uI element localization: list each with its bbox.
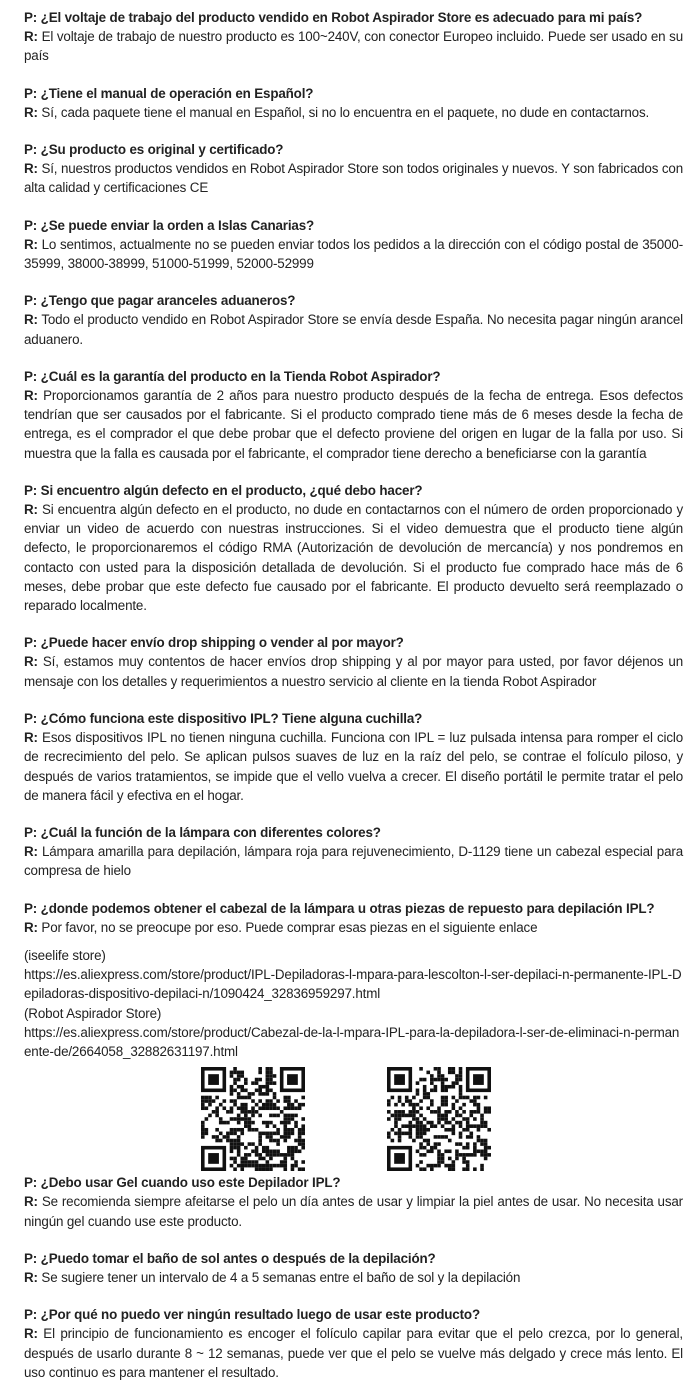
answer-prefix: R: [24, 104, 38, 120]
faq-answer [24, 652, 683, 690]
faq-answer [24, 500, 683, 615]
faq-answer [24, 1324, 683, 1382]
answer-text: Por favor, no se preocupe por eso. Puede comprar esas piezas en el siguiente enlace [41, 919, 538, 935]
answer-text: Lo sentimos, actualmente no se pueden enviar todos los pedidos a la dirección con el código postal de 35000-35999, 38000-38999, 51000-51999, 52000-52999 [24, 236, 684, 272]
faq-question: P: ¿Se puede enviar la orden a Islas Canarias? [24, 217, 315, 233]
faq-answer [24, 103, 683, 122]
faq-answer [24, 386, 683, 463]
store2-link[interactable]: https://es.aliexpress.com/store/product/Cabezal-de-la-l-mpara-IPL-para-la-depiladora-l-ser-de-eliminaci-n-permanente-de/2664058_32882631197.html [24, 1024, 680, 1059]
faq-question: P: ¿donde podemos obtener el cabezal de la lámpara u otras piezas de repuesto para depilación IPL? [24, 900, 655, 916]
faq-answer [24, 310, 683, 348]
faq-question: P: ¿Cuál es la garantía del producto en la Tienda Robot Aspirador? [24, 368, 441, 384]
faq-answer [24, 235, 683, 273]
answer-text: Todo el producto vendido en Robot Aspirador Store se envía desde España. No necesita pagar ningún arancel aduanero. [24, 312, 683, 347]
faq-question: P: ¿Puedo tomar el baño de sol antes o después de la depilación? [24, 1250, 436, 1266]
answer-prefix: R: [24, 1326, 38, 1342]
store1-link[interactable]: https://es.aliexpress.com/store/product/IPL-Depiladoras-l-mpara-para-lescolton-l-ser-depilaci-n-permanente-IPL-Depiladoras-dispositivo-depilaci-n/1090424_32836959297.html [24, 967, 682, 1002]
faq-question: P: ¿El voltaje de trabajo del producto vendido en Robot Aspirador Store es adecuado para mi país? [24, 10, 643, 25]
answer-prefix: R: [24, 919, 38, 935]
answer-text: Se sugiere tener un intervalo de 4 a 5 semanas entre el baño de sol y la depilación [41, 1269, 521, 1285]
answer-prefix: R: [24, 1269, 38, 1285]
faq-answer [24, 1268, 683, 1287]
faq-question: P: ¿Puede hacer envío drop shipping o vender al por mayor? [24, 635, 404, 651]
answer-prefix: R: [24, 844, 38, 860]
faq-answer [24, 728, 683, 805]
answer-text: El principio de funcionamiento es encoger el folículo capilar para evitar que el pelo crezca, por lo general, después de usarlo durante 8 ~ 12 semanas, puede ver que el pelo se vuelve más delgado y crece más lento. El uso continuo es para mantener el resultado. [24, 1326, 683, 1380]
answer-prefix: R: [24, 730, 38, 746]
faq-item [24, 1249, 683, 1287]
faq-item [24, 899, 683, 937]
qr-code-store1 [201, 1067, 305, 1171]
store2-label: (Robot Aspirador Store) [24, 1005, 162, 1021]
faq-item [24, 367, 683, 463]
faq-item [24, 291, 683, 349]
faq-question: P: ¿Tiene el manual de operación en Español? [24, 85, 314, 101]
answer-text: Se recomienda siempre afeitarse el pelo un día antes de usar y limpiar la piel antes de usar. No necesita usar ningún gel cuando use este producto. [24, 1194, 683, 1229]
faq-answer [24, 159, 683, 197]
faq-item [24, 633, 683, 691]
answer-text: Esos dispositivos IPL no tienen ninguna cuchilla. Funciona con IPL = luz pulsada intensa para romper el ciclo de recrecimiento del pelo. Se aplican pulsos suaves de luz en la raíz del pelo, se contrae el folículo piloso, y después de varios tratamientos, se impide que el vello vuelva a crecer. El diseño portátil le permite tratar el pelo de manera fácil y efectiva en el hogar. [24, 730, 684, 803]
answer-prefix: R: [24, 502, 38, 518]
spare-parts-links [24, 946, 683, 1061]
faq-question: P: ¿Cuál la función de la lámpara con diferentes colores? [24, 824, 381, 840]
answer-text: Sí, cada paquete tiene el manual en Español, si no lo encuentra en el paquete, no dude en contactarnos. [41, 104, 650, 120]
answer-prefix: R: [24, 1194, 38, 1210]
faq-item [24, 84, 683, 122]
answer-text: Sí, nuestros productos vendidos en Robot Aspirador Store son todos originales y nuevos. Y son fabricados con alta calidad y certificaciones CE [24, 161, 683, 196]
store1-label: (iseelife store) [24, 947, 106, 963]
faq-answer [24, 918, 683, 937]
answer-prefix: R: [24, 236, 38, 252]
qr-codes [8, 1067, 683, 1173]
faq-item [24, 823, 683, 881]
faq-question: P: ¿Tengo que pagar aranceles aduaneros? [24, 293, 296, 309]
faq-answer [24, 27, 683, 65]
answer-text: Lámpara amarilla para depilación, lámpara roja para rejuvenecimiento, D-1129 tiene un cabezal especial para compresa de hielo [24, 844, 683, 879]
answer-prefix: R: [24, 312, 38, 328]
faq-question: P: ¿Por qué no puedo ver ningún resultado luego de usar este producto? [24, 1307, 480, 1323]
answer-text: El voltaje de trabajo de nuestro producto es 100~240V, con conector Europeo incluido. Puede ser usado en su país [24, 29, 683, 64]
answer-prefix: R: [24, 29, 38, 45]
faq-answer [24, 842, 683, 880]
faq-question: P: Si encuentro algún defecto en el producto, ¿qué debo hacer? [24, 482, 423, 498]
answer-prefix: R: [24, 388, 38, 404]
faq-item [24, 216, 683, 274]
faq-item [24, 1305, 683, 1382]
answer-prefix: R: [24, 654, 38, 670]
answer-text: Proporcionamos garantía de 2 años para nuestro producto después de la fecha de entrega. Esos defectos tendrían que ser causados por el fabricante. Si el producto comprado tiene más de 6 meses desde la fecha de entrega, es el comprador el que debe probar que el defecto proviene del origen en lugar de la falla por uso. Si muestra que la falla es causada por el fabricante, el comprador tiene derecho a beneficiarse con la garantía [24, 388, 683, 461]
answer-text: Si encuentra algún defecto en el producto, no dude en contactarnos con el número de orden proporcionado y enviar un video de acuerdo con nuestras instrucciones. Si el video demuestra que el producto tiene algún defecto, le proporcionaremos el código RMA (Autorización de devolución de mercancía) y nos pondremos en contacto con usted para la disposición detallada de devolución. Si el producto fue comprado hace más de 6 meses, debe probar que este defecto fue causado por el fabricante. El producto devuelto será reemplazado o reparado localmente. [24, 502, 683, 614]
qr-code-store2 [387, 1067, 491, 1171]
faq-answer [24, 1192, 683, 1230]
faq-item [24, 481, 683, 615]
faq-item [24, 8, 683, 66]
faq-question: P: ¿Su producto es original y certificado? [24, 142, 284, 158]
answer-prefix: R: [24, 161, 38, 177]
faq-item [24, 709, 683, 805]
faq-question: P: ¿Debo usar Gel cuando uso este Depilador IPL? [24, 1175, 341, 1191]
answer-text: Sí, estamos muy contentos de hacer envíos drop shipping y al por mayor para usted, por favor déjenos un mensaje con los detalles y requerimientos a nuestro servicio al cliente en la tienda Robot Aspirador [24, 654, 683, 689]
faq-item [24, 1173, 683, 1231]
faq-question: P: ¿Cómo funciona este dispositivo IPL? Tiene alguna cuchilla? [24, 710, 423, 726]
faq-item [24, 140, 683, 198]
